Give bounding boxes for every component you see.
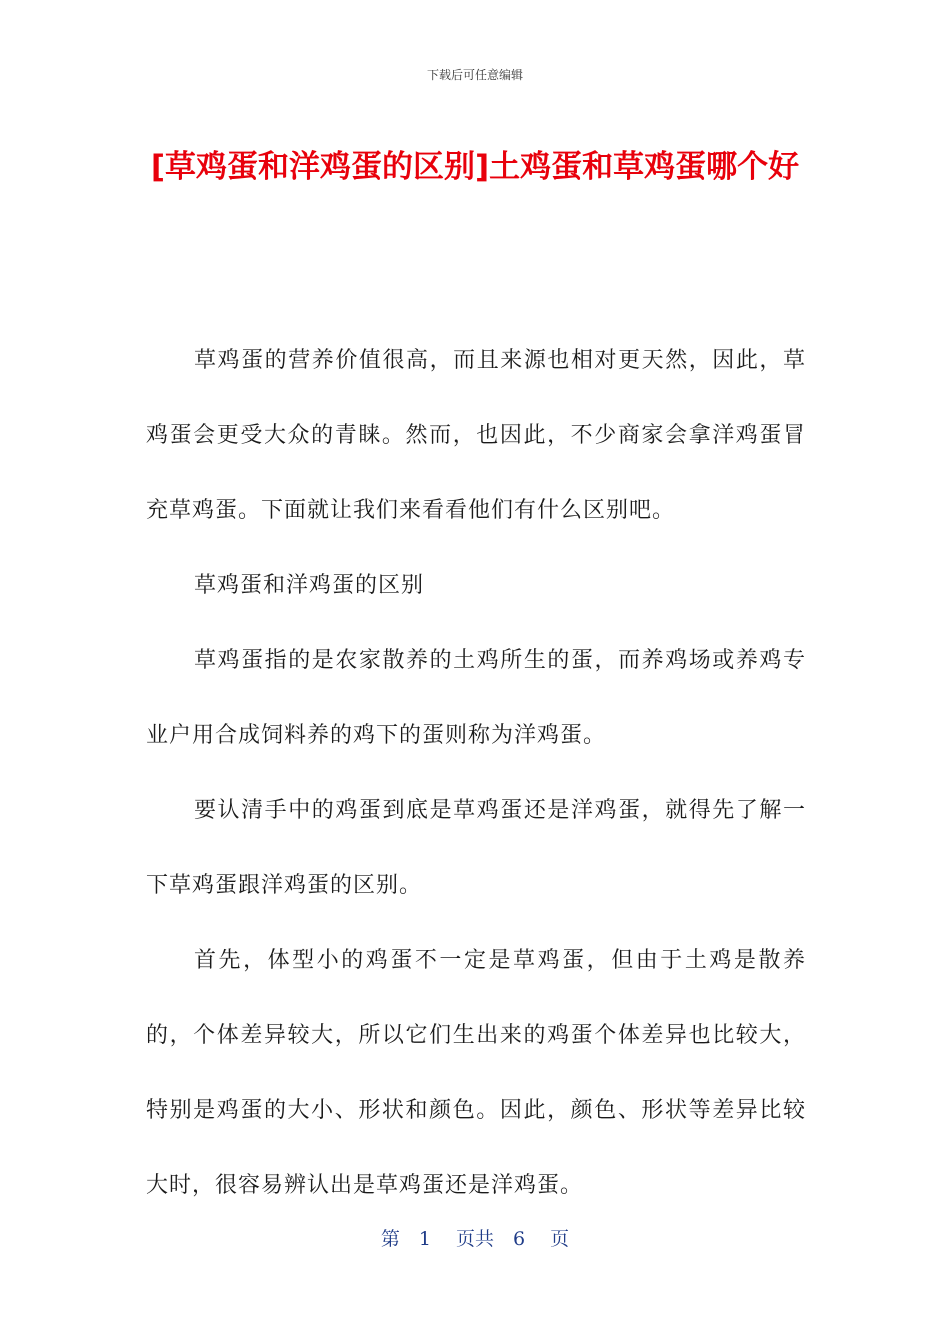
document-title: [草鸡蛋和洋鸡蛋的区别]土鸡蛋和草鸡蛋哪个好 [150,149,800,185]
document-body [146,323,806,1223]
page-number: 第 1 页共 6 页 [380,1228,570,1250]
paragraph-how-to-identify: 要认清手中的鸡蛋到底是草鸡蛋还是洋鸡蛋，就得先了解一下草鸡蛋跟洋鸡蛋的区别。 [146,798,806,898]
page-header-note: 下载后可任意编辑 [426,68,523,82]
paragraph-definition: 草鸡蛋指的是农家散养的土鸡所生的蛋，而养鸡场或养鸡专业户用合成饲料养的鸡下的蛋则称为洋鸡蛋。 [146,648,806,748]
paragraph-size-difference: 首先，体型小的鸡蛋不一定是草鸡蛋，但由于土鸡是散养的，个体差异较大，所以它们生出来的鸡蛋个体差异也比较大，特别是鸡蛋的大小、形状和颜色。因此，颜色、形状等差异比较大时，很容易辨认出是草鸡蛋还是洋鸡蛋。 [146,948,806,1198]
paragraph-subheading: 草鸡蛋和洋鸡蛋的区别 [194,573,425,598]
paragraph-intro: 草鸡蛋的营养价值很高，而且来源也相对更天然，因此，草鸡蛋会更受大众的青睐。然而，也因此，不少商家会拿洋鸡蛋冒充草鸡蛋。下面就让我们来看看他们有什么区别吧。 [146,348,806,523]
